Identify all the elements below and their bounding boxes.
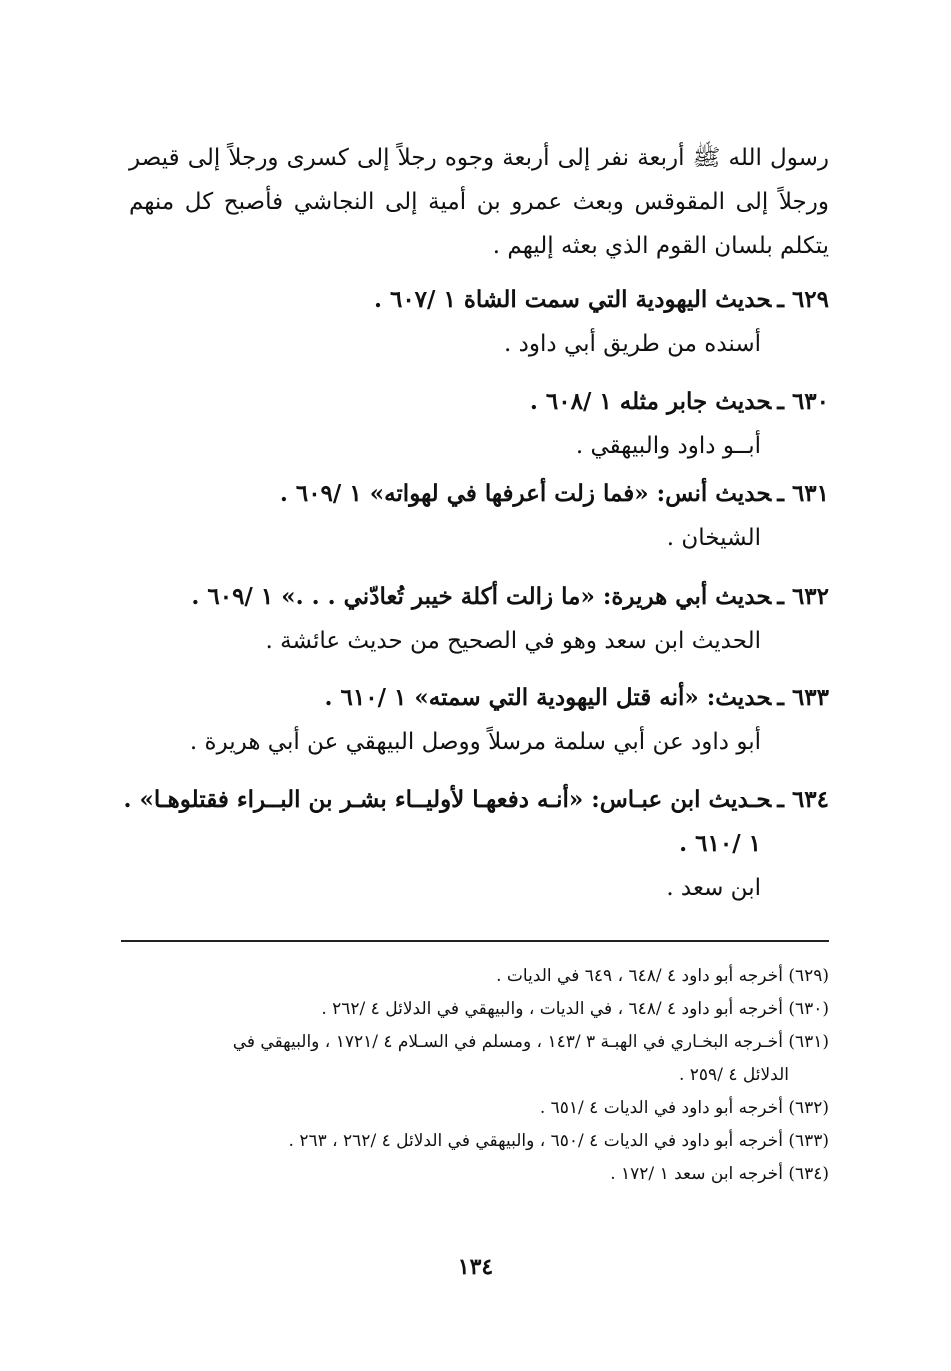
footnote-630: (٦٣٠) أخرجه أبو داود ٤ /٦٤٨ ، في الديات ، والبيهقي في الدلائل ٤ /٢٦٢ . (321, 999, 829, 1019)
entry-title-text: حديث جابر مثله ١ /٦٠٨ . (529, 388, 772, 415)
hadith-entry-629 (129, 278, 829, 366)
entry-number: ٦٣٢ ـ (777, 583, 829, 610)
entry-title (129, 676, 829, 720)
entry-title-continuation: ١ /٦١٠ . (679, 830, 761, 857)
entry-number: ٦٣٣ ـ (777, 684, 829, 711)
footnote-634: (٦٣٤) أخرجه ابن سعد ١ /١٧٢ . (610, 1164, 829, 1184)
hadith-entry-633 (129, 676, 829, 764)
entry-source: الحديث ابن سعد وهو في الصحيح من حديث عائشة . (265, 628, 761, 654)
entry-title (123, 778, 829, 866)
footnote-632: (٦٣٢) أخرجه أبو داود في الديات ٤ /٦٥١ . (539, 1098, 829, 1118)
page-number: ١٣٤ (457, 1254, 494, 1280)
entry-title-text: حديث أنس: «فما زلت أعرفها في لهواته» ١ /٦٠٩ . (279, 480, 772, 507)
footnote-divider (121, 940, 829, 942)
entry-title-text: حـديث ابن عبـاس: «أنـه دفعهـا لأوليــاء بشـر بن البــراء فقتلوهـا» . (123, 786, 772, 813)
entry-title-text: حديث أبي هريرة: «ما زالت أكلة خيبر تُعادّني . . .» ١ /٦٠٩ . (191, 583, 772, 610)
entry-source: ابن سعد . (666, 875, 761, 901)
entry-number: ٦٣١ ـ (777, 480, 829, 507)
entry-title (129, 380, 829, 424)
entry-title-text: حديث: «أنه قتل اليهودية التي سمته» ١ /٦١٠ . (324, 684, 772, 711)
entry-source: أسنده من طريق أبي داود . (504, 331, 761, 357)
footnote-continuation: الدلائل ٤ /٢٥٩ . (678, 1065, 789, 1085)
entry-title (129, 575, 829, 619)
entry-number: ٦٢٩ ـ (777, 286, 829, 313)
footnote-629: (٦٢٩) أخرجه أبو داود ٤ /٦٤٨ ، ٦٤٩ في الديات . (496, 966, 829, 986)
entry-title (129, 278, 829, 322)
hadith-entry-631 (129, 472, 829, 560)
entry-number: ٦٣٠ ـ (777, 388, 829, 415)
footnote-633: (٦٣٣) أخرجه أبو داود في الديات ٤ /٦٥٠ ، والبيهقي في الدلائل ٤ /٢٦٢ ، ٢٦٣ . (288, 1131, 829, 1151)
hadith-entry-630 (129, 380, 829, 468)
entry-source: الشيخان . (666, 525, 761, 551)
hadith-entry-634 (123, 778, 829, 910)
footnote-631 (129, 1026, 829, 1092)
entry-title (129, 472, 829, 516)
intro-paragraph: رسول الله ﷺ أربعة نفر إلى أربعة وجوه رجلاً إلى كسرى ورجلاً إلى قيصر ورجلاً إلى المقوقس وبعث عمرو بن أمية إلى النجاشي فأصبح كل منهم يتكلم بلسان القوم الذي بعثه إليهم . (129, 145, 829, 259)
entry-number: ٦٣٤ ـ (777, 786, 829, 813)
entry-source: أبو داود عن أبي سلمة مرسلاً ووصل البيهقي عن أبي هريرة . (189, 729, 761, 755)
entry-title-text: حديث اليهودية التي سمت الشاة ١ /٦٠٧ . (373, 286, 772, 313)
footnote-text: (٦٣١) أخـرجه البخـاري في الهبـة ٣ /١٤٣ ، ومسلم في السـلام ٤ /١٧٢١ ، والبيهقي في (232, 1032, 829, 1052)
hadith-entry-632 (129, 575, 829, 663)
entry-source: أبــو داود والبيهقي . (575, 433, 761, 459)
footnotes (129, 960, 829, 1191)
